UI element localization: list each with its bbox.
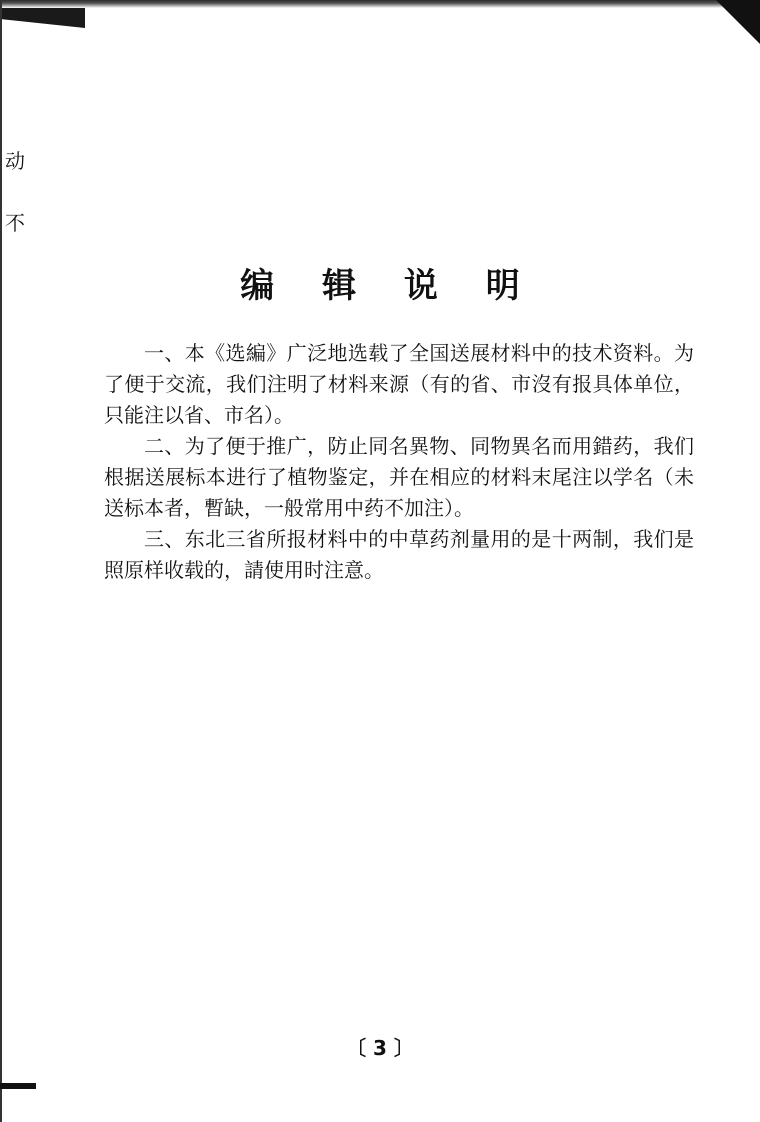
page-title: 编 辑 说 明 <box>240 266 538 306</box>
scan-bottom-left-mark <box>0 1083 36 1089</box>
margin-fragment-char: 不 <box>5 211 25 235</box>
paragraph-3: 三、东北三省所报材料中的中草药剂量用的是十两制，我们是照原样收载的，請使用时注意。 <box>104 527 694 582</box>
editorial-notes <box>104 338 694 586</box>
margin-fragment-char: 动 <box>5 149 25 173</box>
page-number: 〔 3 〕 <box>346 1036 414 1060</box>
paragraph-1: 一、本《选編》广泛地选载了全国送展材料中的技术资料。为了便于交流，我们注明了材料来源（有的省、市沒有报具体单位，只能注以省、市名）。 <box>104 341 694 427</box>
scan-top-edge <box>0 0 760 8</box>
scan-top-left-shadow <box>0 8 85 28</box>
paragraph-2: 二、为了便于推广，防止同名異物、同物異名而用錯药，我们根据送展标本进行了植物鉴定，并在相应的材料末尾注以学名（未送标本者，暫缺，一般常用中药不加注）。 <box>104 434 694 520</box>
scan-left-edge <box>0 0 2 1122</box>
